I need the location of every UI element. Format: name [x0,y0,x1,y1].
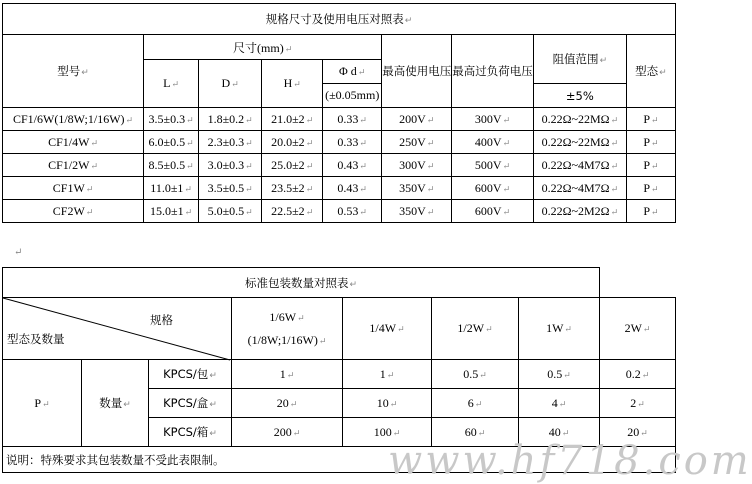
header-phid-tolerance: (±0.05mm) [323,84,382,108]
cell-qty-value: 0.2↵ [600,360,676,389]
table2-title: 标准包装数量对照表↵ [3,268,600,298]
cell-form: P↵ [626,177,675,200]
cell-range: 0.22Ω~4M7Ω↵ [533,154,626,177]
cell-qty-value: 4↵ [519,389,600,418]
header-form: 型态↵ [626,35,675,108]
cell-H: 20.0±2↵ [262,131,323,154]
header-size: 尺寸(mm)↵ [144,35,382,60]
cell-range: 0.22Ω~22MΩ↵ [533,108,626,131]
cell-qty-value: 10↵ [343,389,432,418]
cell-phid: 0.53↵ [323,200,382,223]
cell-max-overload: 600V↵ [452,177,534,200]
cell-range: 0.22Ω~2M2Ω↵ [533,200,626,223]
cell-D: 5.0±0.5↵ [199,200,262,223]
header-H: H↵ [262,60,323,108]
cell-qty-value: 200↵ [232,418,343,447]
header-max-voltage: 最高使用电压 [382,35,452,108]
corner-form-qty-label: 型态及数量 [7,332,65,346]
cell-qty-value: 1↵ [343,360,432,389]
table1-body [3,108,676,223]
cell-qty-value: 1↵ [232,360,343,389]
cell-L: 6.0±0.5↵ [144,131,199,154]
table1-row [3,200,676,223]
spec-header-1-2w: 1/2W↵ [432,298,519,360]
cell-model: CF1/4W↵ [3,131,144,154]
spec-size-voltage-table [2,3,676,223]
cell-range: 0.22Ω~4M7Ω↵ [533,177,626,200]
cell-phid: 0.33↵ [323,108,382,131]
cell-qty-label: 数量↵ [82,360,149,447]
cell-form: P↵ [626,131,675,154]
header-L: L↵ [144,60,199,108]
cell-max-voltage: 250V↵ [382,131,452,154]
spec-header-1-6w: 1/6W↵ (1/8W;1/16W)↵ [232,298,343,360]
cell-L: 8.5±0.5↵ [144,154,199,177]
cell-H: 21.0±2↵ [262,108,323,131]
cell-qty-value: 0.5↵ [519,360,600,389]
cell-phid: 0.33↵ [323,131,382,154]
cell-qty-value: 100↵ [343,418,432,447]
cell-qty-value: 40↵ [519,418,600,447]
cell-max-overload: 400V↵ [452,131,534,154]
cell-model: CF2W↵ [3,200,144,223]
table1-row [3,108,676,131]
cell-model: CF1W↵ [3,177,144,200]
cell-qty-value: 20↵ [600,418,676,447]
cell-form: P↵ [626,200,675,223]
diagonal-line [3,298,230,360]
cell-phid: 0.43↵ [323,177,382,200]
cell-max-overload: 500V↵ [452,154,534,177]
table1-title-text: 规格尺寸及使用电压对照表 [265,12,404,26]
cell-model: CF1/2W↵ [3,154,144,177]
cell-max-overload: 600V↵ [452,200,534,223]
cell-max-voltage: 200V↵ [382,108,452,131]
cell-D: 3.0±0.3↵ [199,154,262,177]
table1-row [3,131,676,154]
cell-model: CF1/6W(1/8W;1/16W)↵ [3,108,144,131]
table1-row [3,154,676,177]
table1-title: 规格尺寸及使用电压对照表↵ [3,4,676,35]
cell-form: P↵ [3,360,82,447]
cell-form: P↵ [626,108,675,131]
cell-max-overload: 300V↵ [452,108,534,131]
cell-D: 3.5±0.5↵ [199,177,262,200]
corner-spec-label: 规格 [150,313,173,327]
cell-D: 2.3±0.3↵ [199,131,262,154]
header-D: D↵ [199,60,262,108]
cell-phid: 0.43↵ [323,154,382,177]
cell-max-voltage: 300V↵ [382,154,452,177]
cell-L: 11.0±1↵ [144,177,199,200]
paragraph-mark: ↵ [14,247,23,258]
header-model: 型号↵ [3,35,144,108]
cell-H: 25.0±2↵ [262,154,323,177]
cell-form: P↵ [626,154,675,177]
header-max-overload: 最高过负荷电压 [452,35,534,108]
header-phid: Φ d↵ [323,60,382,84]
header-resistance-tolerance: ±5% [533,84,626,108]
corner-header [3,298,232,360]
table2-title-text: 标准包装数量对照表 [244,275,349,290]
spec-header-1-4w: 1/4W↵ [343,298,432,360]
cell-L: 15.0±1↵ [144,200,199,223]
table2-note: 说明：特殊要求其包装数量不受此表限制。 [3,447,676,473]
cell-H: 23.5±2↵ [262,177,323,200]
cell-range: 0.22Ω~22MΩ↵ [533,131,626,154]
cell-max-voltage: 350V↵ [382,200,452,223]
table2-body [3,360,676,447]
cell-qty-value: 60↵ [432,418,519,447]
cell-max-voltage: 350V↵ [382,177,452,200]
cell-H: 22.5±2↵ [262,200,323,223]
cell-unit: KPCS/箱↵ [149,418,232,447]
cell-qty-value: 20↵ [232,389,343,418]
spec-header-1w: 1W↵ [519,298,600,360]
cell-qty-value: 0.5↵ [432,360,519,389]
watermark: www.hf718.com [388,438,752,484]
table2-row [3,360,676,389]
table1-row [3,177,676,200]
cell-unit: KPCS/包↵ [149,360,232,389]
header-resistance-range: 阻值范围↵ [533,35,626,84]
cell-D: 1.8±0.2↵ [199,108,262,131]
spec-header-2w: 2W↵ [600,298,676,360]
cell-qty-value: 6↵ [432,389,519,418]
cell-L: 3.5±0.3↵ [144,108,199,131]
cell-unit: KPCS/盒↵ [149,389,232,418]
cell-qty-value: 2↵ [600,389,676,418]
